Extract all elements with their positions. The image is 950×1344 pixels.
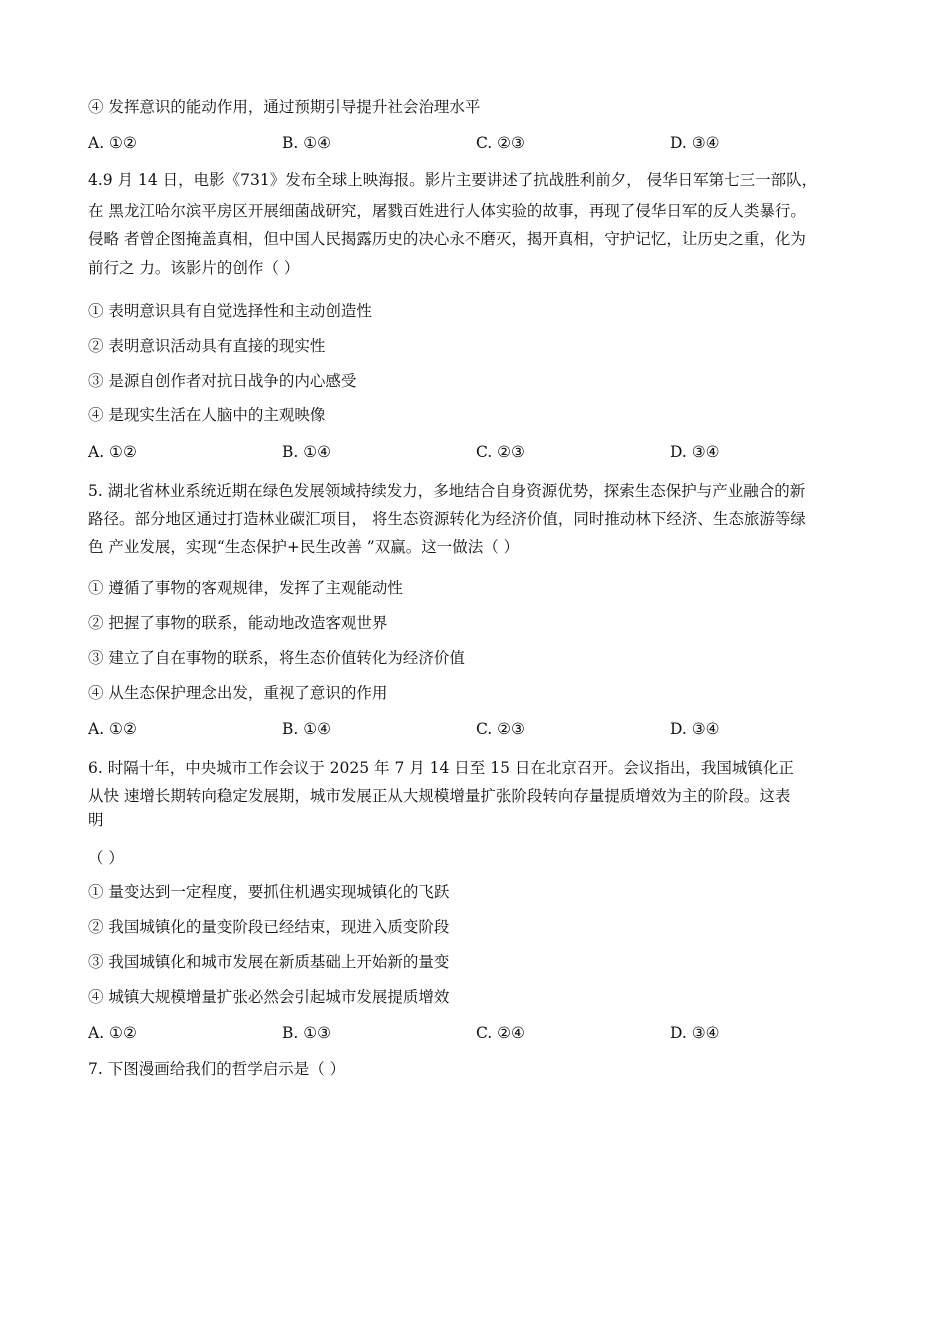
q3-options	[88, 133, 888, 153]
q6-option-c[interactable]: C. ②④	[476, 1024, 525, 1042]
q6-stem-line-1: 6. 时隔十年，中央城市工作会议于 2025 年 7 月 14 日至 15 日在北京召开。会议指出，我国城镇化正	[88, 759, 794, 777]
q4-option-b[interactable]: B. ①④	[282, 443, 332, 461]
q5-option-a[interactable]: A. ①②	[88, 720, 137, 738]
q3-option-b[interactable]: B. ①④	[282, 134, 332, 152]
q6-item-4: ④ 城镇大规模增量扩张必然会引起城市发展提质增效	[88, 988, 450, 1006]
q5-item-1: ① 遵循了事物的客观规律，发挥了主观能动性	[88, 579, 403, 597]
q3-option-c[interactable]: C. ②③	[476, 134, 525, 152]
q6-stem-line-2: 从快 速增长期转向稳定发展期，城市发展正从大规模增量扩张阶段转向存量提质增效为主的阶段。这表	[88, 787, 791, 805]
q6-stem-line-3: 明	[88, 811, 104, 829]
q6-option-b[interactable]: B. ①③	[282, 1024, 332, 1042]
q5-option-d[interactable]: D. ③④	[670, 720, 720, 738]
q4-item-1: ① 表明意识具有自觉选择性和主动创造性	[88, 302, 372, 320]
q6-item-1: ① 量变达到一定程度，要抓住机遇实现城镇化的飞跃	[88, 883, 450, 901]
q4-item-2: ② 表明意识活动具有直接的现实性	[88, 337, 326, 355]
q5-item-4: ④ 从生态保护理念出发，重视了意识的作用	[88, 684, 388, 702]
q6-item-2: ② 我国城镇化的量变阶段已经结束，现进入质变阶段	[88, 918, 450, 936]
q4-stem-line-2: 在 黑龙江哈尔滨平房区开展细菌战研究，屠戮百姓进行人体实验的故事，再现了侵华日军的反人类暴行。	[88, 202, 806, 220]
q4-stem-line-4: 前行之 力。该影片的创作（ ）	[88, 259, 300, 277]
q5-option-c[interactable]: C. ②③	[476, 720, 525, 738]
q6-answer-blank: （ ）	[88, 849, 124, 867]
q3-option-d[interactable]: D. ③④	[670, 134, 720, 152]
q4-option-a[interactable]: A. ①②	[88, 443, 137, 461]
q4-option-d[interactable]: D. ③④	[670, 443, 720, 461]
q5-option-b[interactable]: B. ①④	[282, 720, 332, 738]
q4-item-3: ③ 是源自创作者对抗日战争的内心感受	[88, 372, 357, 390]
q4-stem-line-1: 4.9 月 14 日，电影《731》发布全球上映海报。影片主要讲述了抗战胜利前夕， 侵华日军第七三一部队，	[88, 171, 818, 189]
q5-item-2: ② 把握了事物的联系，能动地改造客观世界	[88, 614, 388, 632]
q4-item-4: ④ 是现实生活在人脑中的主观映像	[88, 406, 326, 424]
q6-item-3: ③ 我国城镇化和城市发展在新质基础上开始新的量变	[88, 953, 450, 971]
q6-option-d[interactable]: D. ③④	[670, 1024, 720, 1042]
q5-options	[88, 719, 888, 739]
q6-options	[88, 1023, 888, 1043]
q5-stem-line-1: 5. 湖北省林业系统近期在绿色发展领域持续发力，多地结合自身资源优势，探索生态保护与产业融合的新	[88, 482, 806, 500]
q6-option-a[interactable]: A. ①②	[88, 1024, 137, 1042]
q5-item-3: ③ 建立了自在事物的联系，将生态价值转化为经济价值	[88, 649, 465, 667]
q7-stem: 7. 下图漫画给我们的哲学启示是（ ）	[88, 1060, 346, 1078]
q5-stem-line-3: 色 产业发展，实现“生态保护+民生改善 ”双赢。这一做法（ ）	[88, 538, 520, 556]
q3-option-a[interactable]: A. ①②	[88, 134, 137, 152]
q5-stem-line-2: 路径。部分地区通过打造林业碳汇项目， 将生态资源转化为经济价值，同时推动林下经济、生态旅游等绿	[88, 510, 806, 528]
q4-stem-line-3: 侵略 者曾企图掩盖真相，但中国人民揭露历史的决心永不磨灭，揭开真相，守护记忆，让历史之重，化为	[88, 230, 806, 248]
q3-item-4: ④ 发挥意识的能动作用，通过预期引导提升社会治理水平	[88, 98, 481, 116]
q4-option-c[interactable]: C. ②③	[476, 443, 525, 461]
q4-options	[88, 442, 888, 462]
